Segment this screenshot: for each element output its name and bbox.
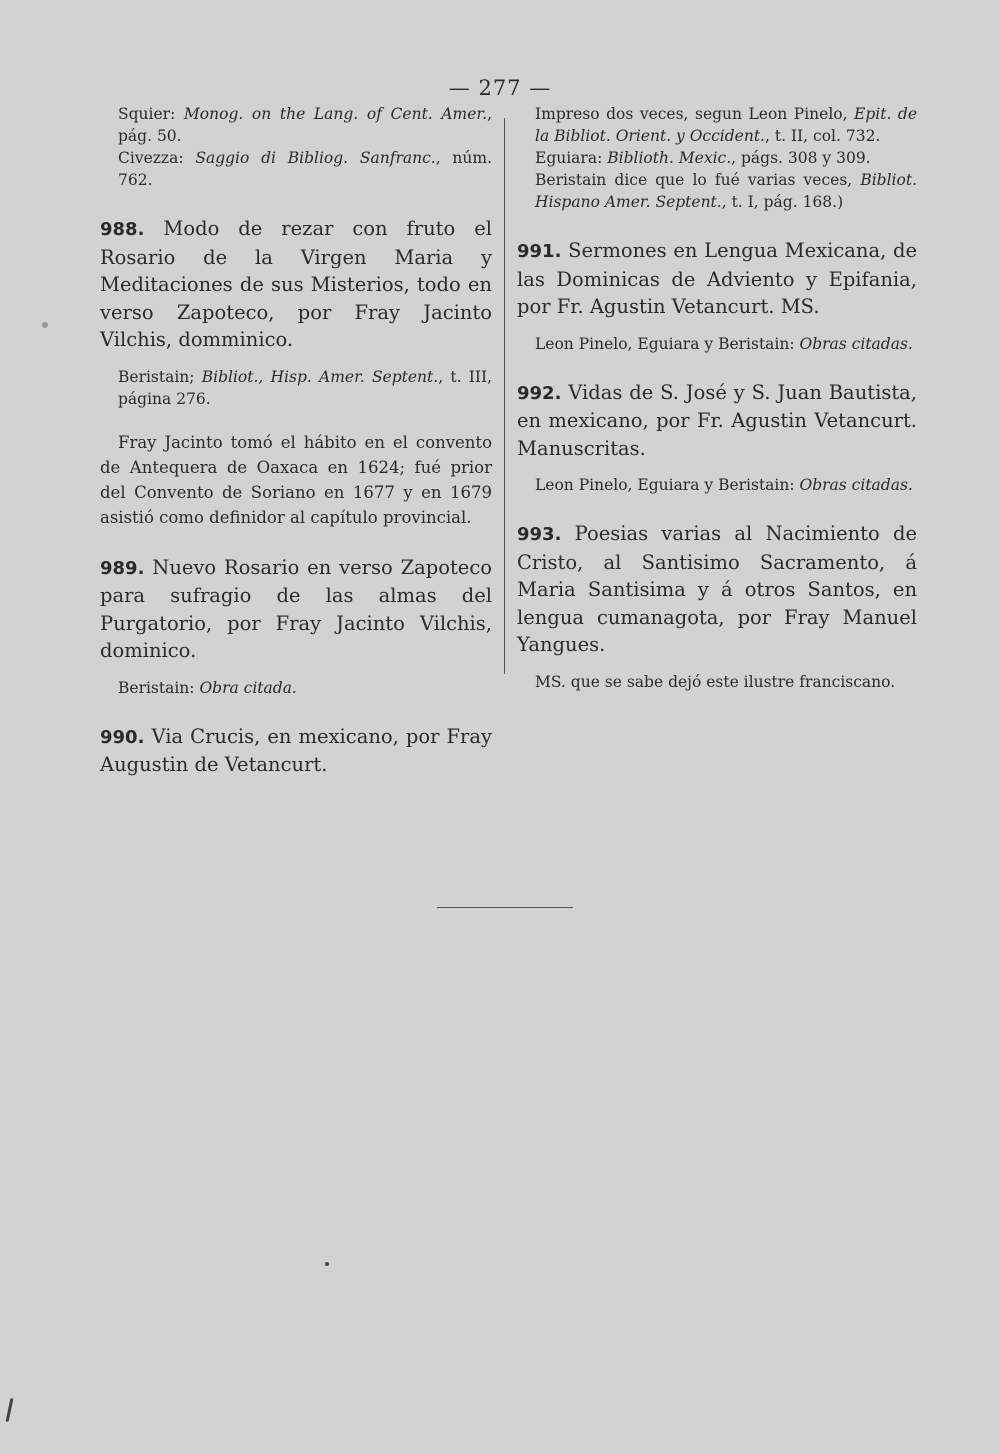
reference-squier: Squier: Monog. on the Lang. of Cent. Amer., pág. 50.: [118, 105, 492, 145]
page-number: — 277 —: [448, 76, 552, 100]
scan-speck: [325, 1262, 329, 1266]
entry-number: 991.: [517, 241, 562, 262]
entry-988-note: Fray Jacinto tomó el hábito en el convento de Antequera de Oaxaca en 1624; fué prior del Convento de Soriano en 1677 y en 1679 asistió como definidor al capítulo provincial.: [100, 432, 492, 527]
scan-speck: [6, 1398, 14, 1422]
entry-992: 992. Vidas de S. José y S. Juan Bautista, en mexicano, por Fr. Agustin Vetancurt. Manuscritas.: [517, 380, 917, 460]
entry-988: 988. Modo de rezar con fruto el Rosario de la Virgen Maria y Meditaciones de sus Misterios, todo en verso Zapoteco, por Fray Jacinto Vilchis, domminico.: [100, 217, 492, 351]
end-rule: [437, 907, 573, 908]
entry-993: 993. Poesias varias al Nacimiento de Cristo, al Santisimo Sacramento, á Maria Santisima y á otros Santos, en lengua cumanagota, por Fray Manuel Yangues.: [517, 522, 917, 656]
reference-civezza: Civezza: Saggio di Bibliog. Sanfranc., núm. 762.: [118, 149, 492, 189]
entry-990: 990. Via Crucis, en mexicano, por Fray Augustin de Vetancurt.: [100, 724, 492, 776]
entry-991: 991. Sermones en Lengua Mexicana, de las Dominicas de Adviento y Epifania, por Fr. Agustin Vetancurt. MS.: [517, 239, 917, 318]
entry-number: 989.: [100, 557, 145, 579]
entry-988-reference: Beristain; Bibliot., Hisp. Amer. Septent., t. III, página 276.: [118, 367, 493, 408]
entry-993-reference: MS. que se sabe dejó este ilustre franciscano.: [535, 672, 896, 691]
entry-number: 988.: [100, 219, 145, 240]
entry-number: 990.: [100, 726, 145, 748]
right-column: [517, 103, 917, 693]
entry-number: 993.: [517, 524, 562, 545]
entry-989: 989. Nuevo Rosario en verso Zapoteco para sufragio de las almas del Purgatorio, por Fray Jacinto Vilchis, dominico.: [100, 555, 492, 662]
entry-992-reference: Leon Pinelo, Eguiara y Beristain: Obras citadas.: [535, 476, 913, 494]
scan-speck: [42, 322, 48, 328]
entry-989-reference: Beristain: Obra citada.: [118, 678, 297, 697]
left-column: [100, 103, 492, 779]
entry-990-reference: Impreso dos veces, segun Leon Pinelo, Epit. de la Bibliot. Orient. y Occident., t. II, col. 732. Eguiara: Biblioth. Mexic., págs. 308 y 309. Beristain dice que lo fué varias veces, Bibliot. Hispano Amer. Septent., t. I, pág. 168.): [535, 105, 917, 211]
entry-number: 992.: [517, 382, 562, 404]
column-divider: [504, 118, 505, 674]
entry-991-reference: Leon Pinelo, Eguiara y Beristain: Obras citadas.: [535, 334, 913, 353]
